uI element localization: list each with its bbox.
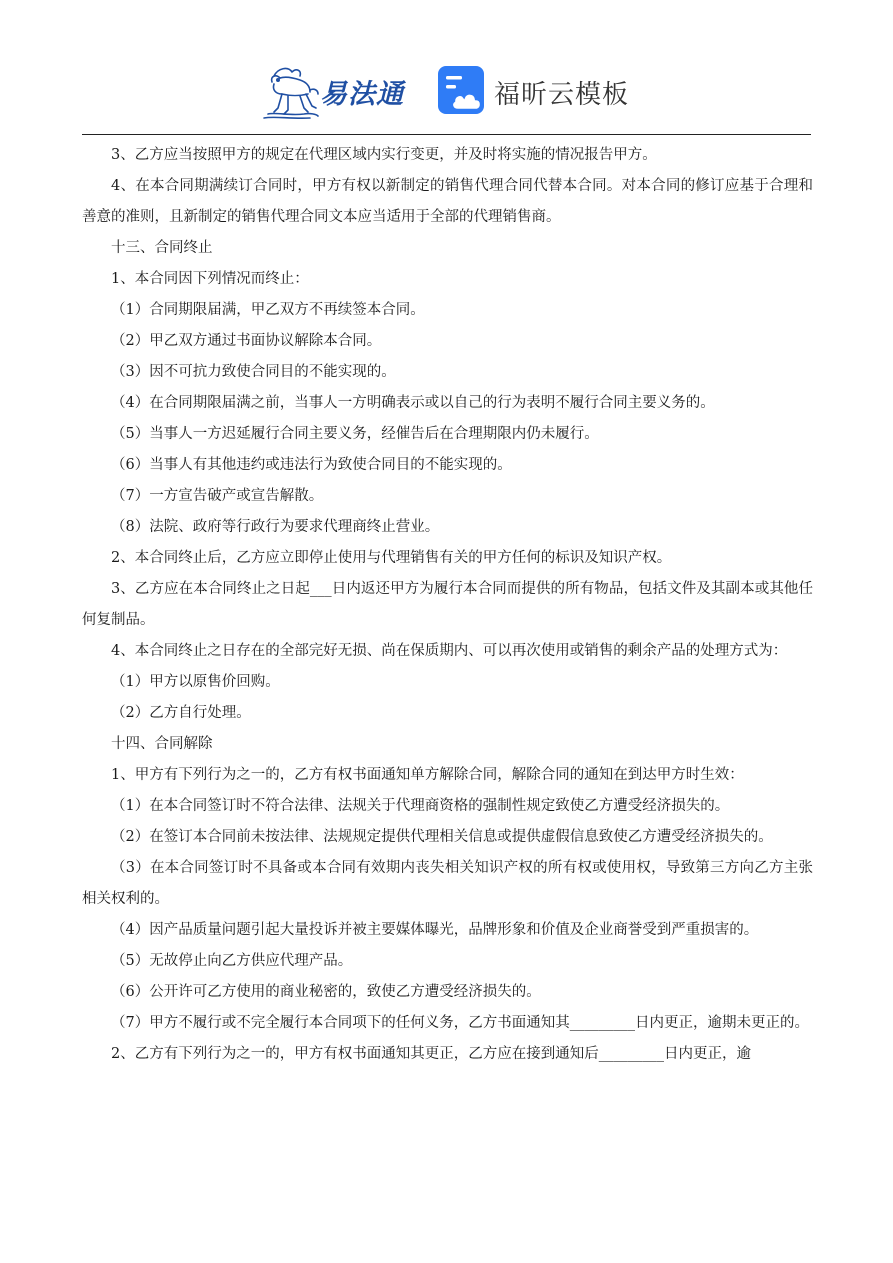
list-item: （2）乙方自行处理。: [111, 705, 251, 721]
list-item: （2）甲乙双方通过书面协议解除本合同。: [111, 333, 382, 349]
paragraph: 2、本合同终止后，乙方应立即停止使用与代理销售有关的甲方任何的标识及知识产权。: [111, 550, 672, 566]
list-item: （1）甲方以原售价回购。: [111, 674, 280, 690]
list-item: （7）一方宣告破产或宣告解散。: [111, 488, 324, 504]
list-item: （2）在签订本合同前未按法律、法规规定提供代理相关信息或提供虚假信息致使乙方遭受经济损失的。: [111, 829, 773, 845]
list-item: （6）公开许可乙方使用的商业秘密的，致使乙方遭受经济损失的。: [111, 984, 541, 1000]
paragraph: 3、乙方应当按照甲方的规定在代理区域内实行变更，并及时将实施的情况报告甲方。: [111, 147, 657, 163]
paragraph: 3、乙方应在本合同终止之日起___日内返还甲方为履行本合同而提供的所有物品，包括文件及其副本或其他任何复制品。: [82, 581, 813, 628]
list-item: （3）因不可抗力致使合同目的不能实现的。: [111, 364, 396, 380]
list-item: （4）因产品质量问题引起大量投诉并被主要媒体曝光，品牌形象和价值及企业商誉受到严重损害的。: [111, 922, 759, 938]
yifatong-logo-text: 易法通: [320, 79, 404, 110]
paragraph: 4、本合同终止之日存在的全部完好无损、尚在保质期内、可以再次使用或销售的剩余产品的处理方式为：: [111, 643, 788, 659]
list-item: （3）在本合同签订时不具备或本合同有效期内丧失相关知识产权的所有权或使用权，导致第三方向乙方主张相关权利的。: [82, 860, 813, 907]
section-heading: 十三、合同终止: [111, 240, 213, 256]
list-item: （6）当事人有其他违约或违法行为致使合同目的不能实现的。: [111, 457, 512, 473]
paragraph: 1、甲方有下列行为之一的，乙方有权书面通知单方解除合同，解除合同的通知在到达甲方时生效：: [111, 767, 744, 783]
page-header: [0, 56, 893, 122]
list-item: （5）当事人一方迟延履行合同主要义务，经催告后在合理期限内仍未履行。: [111, 426, 599, 442]
list-item: （8）法院、政府等行政行为要求代理商终止营业。: [111, 519, 440, 535]
paragraph: 2、乙方有下列行为之一的，甲方有权书面通知其更正，乙方应在接到通知后_________日内更正，逾: [111, 1046, 751, 1062]
contract-body: [82, 140, 813, 1070]
fuxin-template-logo-text: 福昕云模板: [494, 80, 630, 110]
paragraph: 4、在本合同期满续订合同时，甲方有权以新制定的销售代理合同代替本合同。对本合同的修订应基于合理和善意的准则，且新制定的销售代理合同文本应当适用于全部的代理销售商。: [82, 178, 813, 225]
cloud-document-icon: [436, 64, 488, 116]
paragraph: 1、本合同因下列情况而终止：: [111, 271, 309, 287]
list-item: （1）在本合同签订时不符合法律、法规关于代理商资格的强制性规定致使乙方遭受经济损失的。: [111, 798, 730, 814]
qilin-emblem-icon: [260, 62, 320, 120]
yifatong-logo: [260, 62, 416, 120]
list-item: （1）合同期限届满，甲乙双方不再续签本合同。: [111, 302, 425, 318]
list-item: （7）甲方不履行或不完全履行本合同项下的任何义务，乙方书面通知其_________日内更正，逾期未更正的。: [111, 1015, 809, 1031]
list-item: （4）在合同期限届满之前，当事人一方明确表示或以自己的行为表明不履行合同主要义务的。: [111, 395, 715, 411]
fuxin-template-logo: [436, 62, 636, 118]
section-heading: 十四、合同解除: [111, 736, 213, 752]
list-item: （5）无故停止向乙方供应代理产品。: [111, 953, 353, 969]
header-divider: [82, 134, 811, 135]
